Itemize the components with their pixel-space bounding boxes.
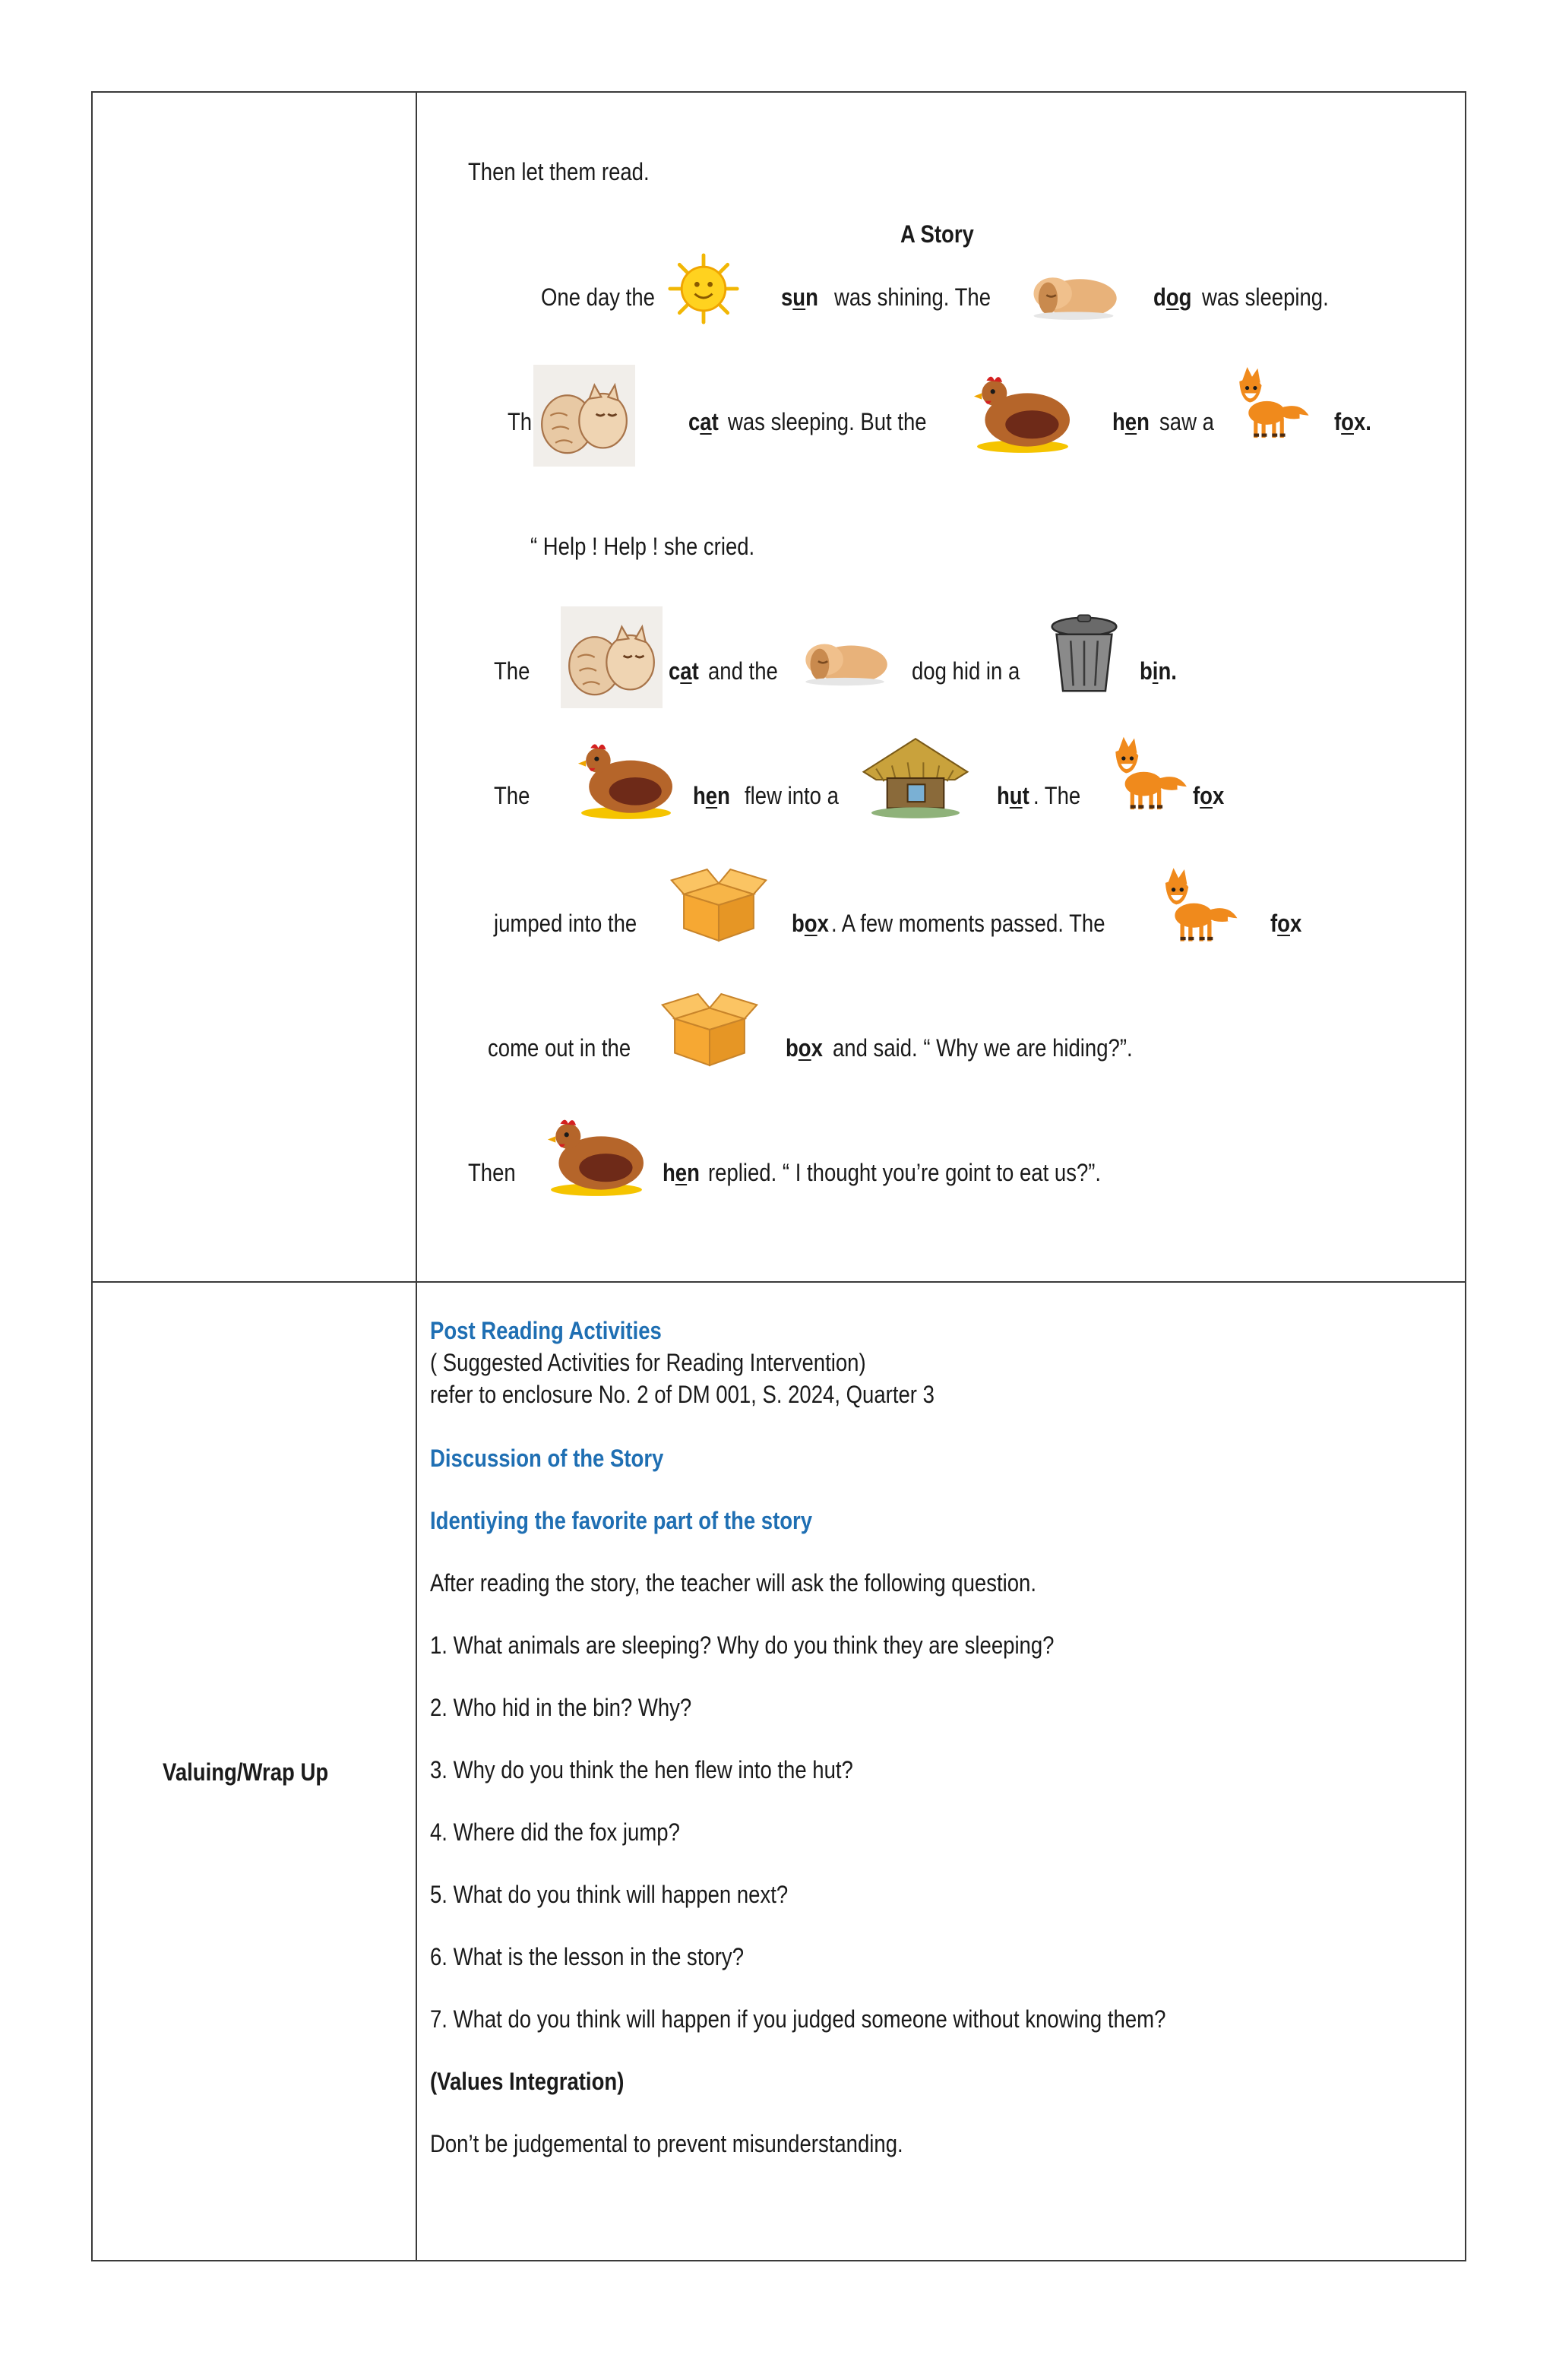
word-bin: bin. bbox=[1140, 657, 1177, 685]
discussion-heading: Discussion of the Story bbox=[430, 1445, 664, 1472]
dog-icon bbox=[1026, 258, 1121, 322]
table-border-right bbox=[1465, 91, 1466, 2261]
dog-icon bbox=[798, 623, 892, 690]
hen-icon bbox=[536, 1105, 656, 1199]
story-line-3-text: “ Help ! Help ! she cried. bbox=[530, 533, 755, 560]
story-title: A Story bbox=[900, 220, 974, 248]
row-label-valuing-wrap-up: Valuing/Wrap Up bbox=[163, 1758, 329, 1786]
table-border-top bbox=[91, 91, 1466, 93]
word-fox: fox. bbox=[1334, 408, 1371, 435]
values-integration-heading: (Values Integration) bbox=[430, 2068, 625, 2095]
story-line-6-text-2: . A few moments passed. The bbox=[831, 910, 1105, 937]
story-line-1-text-2: was shining. The bbox=[834, 283, 991, 311]
story-line-2-text-3: saw a bbox=[1159, 408, 1214, 435]
cat-icon bbox=[532, 365, 637, 467]
story-line-1-text-3: was sleeping. bbox=[1202, 283, 1329, 311]
hen-icon bbox=[567, 730, 685, 822]
word-cat: cat bbox=[688, 408, 719, 435]
favorite-part-heading: Identiying the favorite part of the story bbox=[430, 1507, 813, 1534]
story-line-1-text: One day the bbox=[541, 283, 655, 311]
word-hen: hen bbox=[663, 1159, 700, 1186]
word-cat: cat bbox=[669, 657, 699, 685]
story-line-4-text-2: and the bbox=[708, 657, 778, 685]
question-4: 4. Where did the fox jump? bbox=[430, 1818, 680, 1846]
word-fox: fox bbox=[1270, 910, 1302, 937]
trash-bin-icon bbox=[1041, 612, 1127, 696]
after-reading-text: After reading the story, the teacher will ask the following question. bbox=[430, 1569, 1036, 1597]
story-line-5-text-3: . The bbox=[1033, 782, 1081, 809]
fox-icon bbox=[1152, 866, 1240, 948]
question-5: 5. What do you think will happen next? bbox=[430, 1881, 789, 1908]
story-line-8-text: Then bbox=[468, 1159, 516, 1186]
story-line-4-text: The bbox=[494, 657, 530, 685]
word-box: box bbox=[792, 910, 829, 937]
story-line-7-text-2: and said. “ Why we are hiding?”. bbox=[833, 1034, 1133, 1062]
box-icon bbox=[666, 866, 772, 944]
story-line-7-text: come out in the bbox=[488, 1034, 631, 1062]
fox-icon bbox=[1102, 736, 1190, 816]
question-7: 7. What do you think will happen if you judged someone without knowing them? bbox=[430, 2005, 1166, 2033]
story-line-5-text-2: flew into a bbox=[745, 782, 839, 809]
suggested-activities-text: ( Suggested Activities for Reading Intervention) bbox=[430, 1349, 866, 1376]
box-icon bbox=[656, 991, 763, 1068]
sun-icon bbox=[667, 252, 740, 325]
word-sun: sun bbox=[781, 283, 818, 311]
post-reading-heading: Post Reading Activities bbox=[430, 1317, 662, 1344]
table-border-left bbox=[91, 91, 93, 2261]
row-divider bbox=[91, 1281, 1466, 1283]
word-hen: hen bbox=[1112, 408, 1150, 435]
word-dog: dog bbox=[1153, 283, 1192, 311]
question-2: 2. Who hid in the bin? Why? bbox=[430, 1694, 692, 1721]
hut-icon bbox=[860, 734, 971, 821]
enclosure-reference-text: refer to enclosure No. 2 of DM 001, S. 2024, Quarter 3 bbox=[430, 1381, 935, 1408]
story-line-8-text-2: replied. “ I thought you’re goint to eat us?”. bbox=[708, 1159, 1102, 1186]
question-3: 3. Why do you think the hen flew into the hut? bbox=[430, 1756, 853, 1783]
story-line-2-text-2: was sleeping. But the bbox=[728, 408, 927, 435]
story-line-4-text-3: dog hid in a bbox=[912, 657, 1020, 685]
hen-icon bbox=[963, 362, 1082, 456]
cat-icon bbox=[559, 606, 664, 708]
question-6: 6. What is the lesson in the story? bbox=[430, 1943, 745, 1970]
values-integration-text: Don’t be judgemental to prevent misunderstanding. bbox=[430, 2130, 903, 2157]
story-line-5-text: The bbox=[494, 782, 530, 809]
word-fox: fox bbox=[1193, 782, 1225, 809]
story-line-2-text: Th bbox=[508, 408, 533, 435]
story-line-6-text: jumped into the bbox=[494, 910, 637, 937]
story-intro: Then let them read. bbox=[468, 158, 650, 185]
column-divider bbox=[416, 91, 417, 2261]
word-box: box bbox=[786, 1034, 823, 1062]
fox-icon bbox=[1226, 365, 1311, 445]
word-hut: hut bbox=[997, 782, 1029, 809]
word-hen: hen bbox=[693, 782, 730, 809]
question-1: 1. What animals are sleeping? Why do you think they are sleeping? bbox=[430, 1632, 1055, 1659]
table-border-bottom bbox=[91, 2260, 1466, 2261]
